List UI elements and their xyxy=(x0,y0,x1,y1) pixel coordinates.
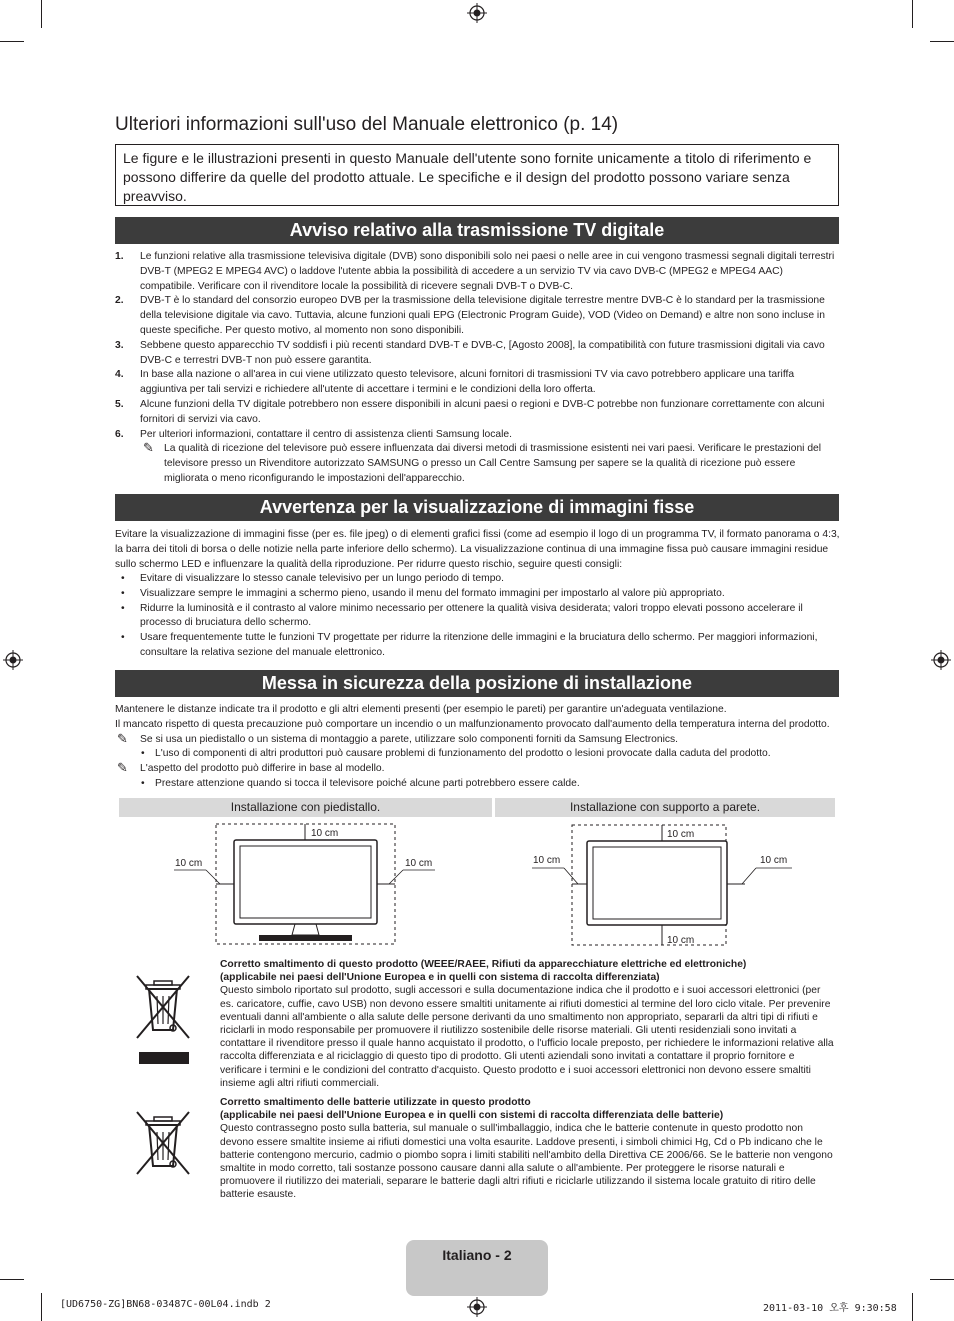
list-item xyxy=(115,631,840,661)
install-line: Mantenere le distanze indicate tra il prodotto e gli altri elementi presenti (per esempio le pareti) per garantire un'adeguata ventilazione. xyxy=(115,704,727,715)
print-date: 2011-03-10 오후 9:30:58 xyxy=(763,1303,897,1314)
list-item xyxy=(115,368,840,398)
list-item xyxy=(115,250,840,294)
caption-wall: Installazione con supporto a parete. xyxy=(495,798,835,817)
battery-disposal xyxy=(220,1096,835,1202)
list-item xyxy=(115,339,840,369)
item-number: 2. xyxy=(115,295,124,307)
dimension-label: 10 cm xyxy=(760,855,788,866)
still-images-bullets xyxy=(115,572,840,661)
dimension-label: 10 cm xyxy=(533,855,561,866)
notice-box xyxy=(115,144,839,206)
note-text: L'aspetto del prodotto può differire in base al modello. xyxy=(140,763,385,775)
crossed-out-wheelie-bin-icon xyxy=(133,1108,193,1178)
registration-mark-icon xyxy=(467,1297,487,1317)
item-number: 6. xyxy=(115,428,124,440)
note-item xyxy=(115,442,840,486)
crop-mark xyxy=(930,41,954,42)
list-item xyxy=(115,587,840,602)
crop-mark xyxy=(41,1293,42,1321)
dimension-label: 10 cm xyxy=(311,828,339,839)
item-number: 3. xyxy=(115,339,124,351)
dimension-label: 10 cm xyxy=(175,858,203,869)
note-text: La qualità di ricezione del televisore può essere influenzata dai diversi metodi di trasmissione esistenti nei vari paesi. Verificare le prestazioni del televisore presso un Rivenditore autorizzato SAMSUNG o presso un Call Centre Samsung per sapere se la qualità di ricezione può essere migliorata o meno riconfigurando le impostazioni dell'apparecchio. xyxy=(164,443,822,484)
item-text: Usare frequentemente tutte le funzioni TV progettate per ridurre la ritenzione delle immagini e la bruciatura dello schermo. Per maggiori informazioni, consultare la relativa sezione del manuale elettronico. xyxy=(140,632,818,658)
stand-installation-diagram xyxy=(170,820,440,945)
registration-mark-icon xyxy=(467,3,487,23)
crop-mark xyxy=(0,41,24,42)
crop-mark xyxy=(930,1279,954,1280)
dimension-label: 10 cm xyxy=(405,858,433,869)
dimension-label: 10 cm xyxy=(667,935,695,946)
dimension-label: 10 cm xyxy=(667,829,695,840)
item-text: Alcune funzioni della TV digitale potrebbero non essere disponibili in alcuni paesi o regioni e DVB-C potrebbe non funzionare correttamente con alcuni fornitori di servizi via cavo. xyxy=(140,398,825,425)
wall-installation-diagram xyxy=(530,820,795,950)
item-text: Sebbene questo apparecchio TV soddisfi i più recenti standard DVB-T e DVB-C, [Agosto 2008], la compatibilità con future trasmissioni digitali via cavo DVB-C e terrestri DVB-T non può essere garantita. xyxy=(140,339,825,366)
notice-text: Le figure e le illustrazioni presenti in questo Manuale dell'utente sono fornite unicamente a titolo di riferimento e possono differire da quelle del prodotto attuale. Le specifiche e il design del prodotto possono variare senza preavviso. xyxy=(123,150,812,204)
bullet-icon: • xyxy=(121,632,125,644)
item-number: 4. xyxy=(115,369,124,381)
item-text: In base alla nazione o all'area in cui viene utilizzato questo televisore, alcuni fornitori di trasmissioni TV via cavo potrebbero applicare una tariffa aggiuntiva per tali servizi e richiedere all'utente di accettare i termini e le condizioni della loro offerta. xyxy=(140,369,795,396)
section-heading-digital-tv: Avviso relativo alla trasmissione TV digitale xyxy=(115,217,839,244)
list-item xyxy=(115,572,840,587)
disposal-subheading: (applicabile nei paesi dell'Unione Europea e in quelli con sistema di raccolta differenziata) xyxy=(220,972,660,984)
item-text: DVB-T è lo standard del consorzio europeo DVB per la trasmissione della televisione digitale terrestre mentre DVB-C è lo standard per la trasmissione della televisione digitale via cavo. Tuttavia, alcune funzioni quali EPG (Electronic Program Guide), VOD (Video on Demand) e altre non sono incluse in queste specifiche. Per questo motivo, al momento non sono disponibili. xyxy=(140,295,825,336)
section-heading-still-images: Avvertenza per la visualizzazione di immagini fisse xyxy=(115,494,839,521)
item-text: Evitare di visualizzare lo stesso canale televisivo per un lungo periodo di tempo. xyxy=(140,573,505,584)
still-images-intro: Evitare la visualizzazione di immagini fisse (per es. file jpeg) o di elementi grafici fissi (come ad esempio il logo di un programma TV, il formato panorama o 4:3, la barra dei titoli di borsa o delle notizie nella parte inferiore dello schermo). La visualizzazione continua di una immagine fissa può causare immagini residue sullo schermo LED e influenzare la qualità della riproduzione. Per ridurre questo rischio, seguire questi consigli: xyxy=(115,529,840,570)
bullet-icon: • xyxy=(141,777,145,789)
item-number: 5. xyxy=(115,398,124,410)
page-number: Italiano - 2 xyxy=(442,1247,512,1263)
item-number: 1. xyxy=(115,251,124,262)
disposal-subheading: (applicabile nei paesi dell'Unione Europea e in quelli con sistemi di raccolta differenziata delle batterie) xyxy=(220,1110,724,1122)
crop-mark xyxy=(912,1293,913,1321)
disposal-heading: Corretto smaltimento di questo prodotto (WEEE/RAEE, Rifiuti da apparecchiature elettriche ed elettroniche) xyxy=(220,959,747,970)
install-note xyxy=(115,762,840,777)
pencil-note-icon: ✎ xyxy=(143,440,154,456)
item-text: Le funzioni relative alla trasmissione televisiva digitale (DVB) sono disponibili solo nei paesi o nelle aree in cui vengono trasmessi segnali digitali terrestri DVB-T (MPEG2 E MPEG4 AVC) o laddove l'utente abbia la possibilità di accedere a un servizio TV via cavo DVB-C (MPEG2 e MPEG4 AAC) compatibile. Verificare con il rivenditore locale la possibilità di ricevere segnali DVB-T o DVB-C. xyxy=(140,251,835,292)
bullet-icon: • xyxy=(121,573,125,584)
disposal-heading: Corretto smaltimento delle batterie utilizzate in questo prodotto xyxy=(220,1097,531,1108)
install-note xyxy=(115,730,840,748)
item-text: Per ulteriori informazioni, contattare il centro di assistenza clienti Samsung locale. xyxy=(140,428,513,440)
crop-mark xyxy=(0,1279,24,1280)
item-text: Prestare attenzione quando si tocca il televisore poiché alcune parti potrebbero essere calde. xyxy=(155,777,580,789)
bullet-icon: • xyxy=(141,748,145,760)
disposal-body: Questo simbolo riportato sul prodotto, sugli accessori e sulla documentazione indica che il prodotto e i suoi accessori elettronici (per es. caricatore, cuffie, cavo USB) non devono essere smaltiti unitamente ai rifiuti domestici al termine del loro ciclo vitale. Per prevenire eventuali danni all'ambiente o alla salute delle persone derivanti da uno smaltimento non appropriato, separarli da altri tipi di rifiuti e riciclarli in modo responsabile per promuovere il riutilizzo sostenibile delle risorse materiali. Gli utenti residenziali sono invitati a contattare il rivenditore presso il quale hanno acquistato il prodotto, o l'ufficio locale preposto, per richiedere le informazioni relative alla raccolta differenziata e al riciclaggio di questo tipo di prodotto. Gli utenti aziendali sono invitati a contattare il proprio fornitore e verificare i termini e le condizioni del contratto d'acquisto. Questo prodotto e i suoi accessori elettronici non devono essere smaltiti insieme agli altri rifiuti commerciali. xyxy=(220,985,834,1089)
installation-text xyxy=(115,703,840,792)
crop-mark xyxy=(912,0,913,28)
disposal-body: Questo contrassegno posto sulla batteria, sul manuale o sull'imballaggio, indica che le batterie contenute in questo prodotto non devono essere smaltite insieme ai rifiuti domestici una volta esaurite. Laddove presenti, i simboli chimici Hg, Cd o Pb indicano che le batterie contengono mercurio, cadmio o piombo sopra i limiti stabiliti nell'ambito della Direttiva CE 2006/66. Se le batterie non vengono smaltite in modo corretto, tali sostanze possono causare danni alla salute o all'ambiente. Per proteggere le risorse naturali e promuovere il riutilizzo dei materiali, separare le batterie dagli altri rifiuti e riciclarle utilizzando il sistema locale gratuito di ritiro delle batterie esauste. xyxy=(220,1123,833,1201)
note-text: Se si usa un piedistallo o un sistema di montaggio a parete, utilizzare solo componenti forniti da Samsung Electronics. xyxy=(140,733,679,745)
list-item xyxy=(115,294,840,338)
item-text: L'uso di componenti di altri produttori può causare problemi di funzionamento del prodotto o lesioni provocate dalla caduta del prodotto. xyxy=(155,748,771,760)
caption-stand: Installazione con piedistallo. xyxy=(119,798,492,817)
crossed-out-wheelie-bin-icon xyxy=(133,972,193,1067)
pencil-note-icon: ✎ xyxy=(117,730,128,746)
install-subitem xyxy=(115,747,840,762)
digital-tv-list xyxy=(115,250,840,487)
weee-disposal xyxy=(220,958,835,1090)
item-text: Visualizzare sempre le immagini a schermo pieno, usando il menu del formato immagini per impostarlo al valore più appropriato. xyxy=(140,587,725,599)
crop-mark xyxy=(41,0,42,28)
item-text: Ridurre la luminosità e il contrasto al valore minimo necessario per ottenere la qualità visiva desiderata; valori troppo elevati possono accelerare il processo di bruciatura dello schermo. xyxy=(140,602,803,629)
page-number-tab xyxy=(406,1240,548,1296)
bullet-icon: • xyxy=(121,587,125,599)
pencil-note-icon: ✎ xyxy=(117,760,128,776)
registration-mark-icon xyxy=(3,650,23,670)
bullet-icon: • xyxy=(121,602,125,614)
list-item xyxy=(115,398,840,428)
list-item xyxy=(115,602,840,632)
registration-mark-icon xyxy=(931,650,951,670)
install-subitem xyxy=(115,777,840,792)
list-item xyxy=(115,428,840,443)
install-line: Il mancato rispetto di questa precauzione può comportare un incendio o un malfunzionamento provocato dall'aumento della temperatura interna del prodotto. xyxy=(115,718,830,730)
file-info: [UD6750-ZG]BN68-03487C-00L04.indb 2 xyxy=(60,1299,271,1310)
section-heading-installation: Messa in sicurezza della posizione di installazione xyxy=(115,670,839,697)
page-title: Ulteriori informazioni sull'uso del Manuale elettronico (p. 14) xyxy=(115,114,619,135)
